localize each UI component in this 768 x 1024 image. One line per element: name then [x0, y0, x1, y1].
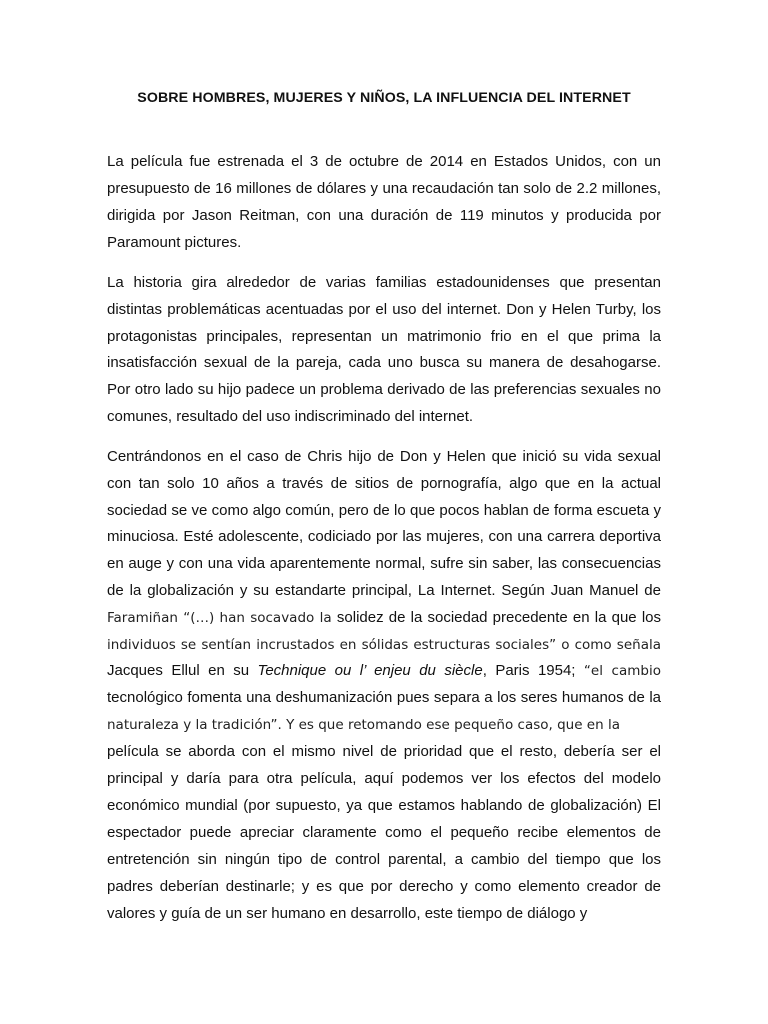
book-year: , Paris 1954; [482, 662, 584, 679]
paragraph-3-line-16: entretención sin ningún tipo de control parental, a cambio del tiempo que los [107, 851, 661, 868]
paragraph-3-line-10: tecnológico fomenta una deshumanización pues separa a los seres humanos de la [107, 689, 661, 706]
paragraph-3-line-11: naturaleza y la tradición”. Y es que retomando ese pequeño caso, que en la [107, 717, 620, 733]
paragraph-3-line-18: valores y guía de un ser humano en desarrollo, este tiempo de diálogo y [107, 905, 588, 922]
paragraph-3-line-4: minuciosa. Esté adolescente, codiciado por las mujeres, con una carrera deportiva [107, 528, 661, 545]
page-title: SOBRE HOMBRES, MUJERES Y NIÑOS, LA INFLUENCIA DEL INTERNET [137, 90, 631, 106]
paragraph-1-line-2: presupuesto de 16 millones de dólares y una recaudación tan solo de 2.2 millones, [107, 180, 661, 197]
paragraph-3-line-5: en auge y con una vida aparentemente normal, sufre sin saber, las consecuencias [107, 555, 661, 572]
paragraph-2-line-2: distintas problemáticas acentuadas por el uso del internet. Don y Helen Turby, los [107, 301, 661, 318]
paragraph-1-line-3: dirigida por Jason Reitman, con una duración de 119 minutos y producida por [107, 207, 661, 224]
quote-open: “el cambio [583, 663, 661, 679]
paragraph-3-line-15: espectador puede apreciar claramente como el pequeño recibe elementos de [107, 824, 661, 841]
paragraph-2-line-3: protagonistas principales, representan un matrimonio frio en el que prima la [107, 328, 661, 345]
paragraph-3-line-17: padres deberían destinarle; y es que por derecho y como elemento creador de [107, 878, 661, 895]
paragraph-3-line-9 [107, 662, 661, 680]
paragraph-3-line-1: Centrándonos en el caso de Chris hijo de Don y Helen que inició su vida sexual [107, 448, 661, 465]
paragraph-3-line-7 [107, 609, 661, 627]
paragraph-2-line-6: comunes, resultado del uso indiscriminado del internet. [107, 408, 474, 425]
paragraph-3-line-3: sociedad se ve como algo común, pero de lo que pocos hablan de forma escueta y [107, 502, 661, 519]
paragraph-3-line-12: película se aborda con el mismo nivel de prioridad que el resto, debería ser el [107, 743, 661, 760]
paragraph-3-line-14: económico mundial (por supuesto, ya que estamos hablando de globalización) El [107, 797, 661, 814]
quote-continuation: solidez de la sociedad precedente en la que los [336, 609, 661, 626]
paragraph-3-line-8: individuos se sentían incrustados en sólidas estructuras sociales” o como señala [107, 637, 661, 653]
paragraph-3-line-13: principal y daría para otra película, aquí podemos ver los efectos del modelo [107, 770, 661, 787]
paragraph-2-line-1: La historia gira alrededor de varias familias estadounidenses que presentan [107, 274, 661, 291]
paragraph-1-line-1: La película fue estrenada el 3 de octubre de 2014 en Estados Unidos, con un [107, 153, 661, 170]
paragraph-3-line-2: con tan solo 10 años a través de sitios de pornografía, algo que en la actual [107, 475, 661, 492]
author-reference: Jacques Ellul en su [107, 662, 258, 679]
paragraph-1-line-4: Paramount pictures. [107, 234, 242, 251]
paragraph-2-line-4: insatisfacción sexual de la pareja, cada uno busca su manera de desahogarse. [107, 354, 661, 371]
paragraph-2-line-5: Por otro lado su hijo padece un problema derivado de las preferencias sexuales no [107, 381, 661, 398]
quote-start: Faramiñan “(…) han socavado la [107, 610, 337, 626]
book-title: Technique ou l’ enjeu du siècle [257, 662, 483, 679]
paragraph-3-line-6: de la globalización y su estandarte principal, La Internet. Según Juan Manuel de [107, 582, 661, 599]
